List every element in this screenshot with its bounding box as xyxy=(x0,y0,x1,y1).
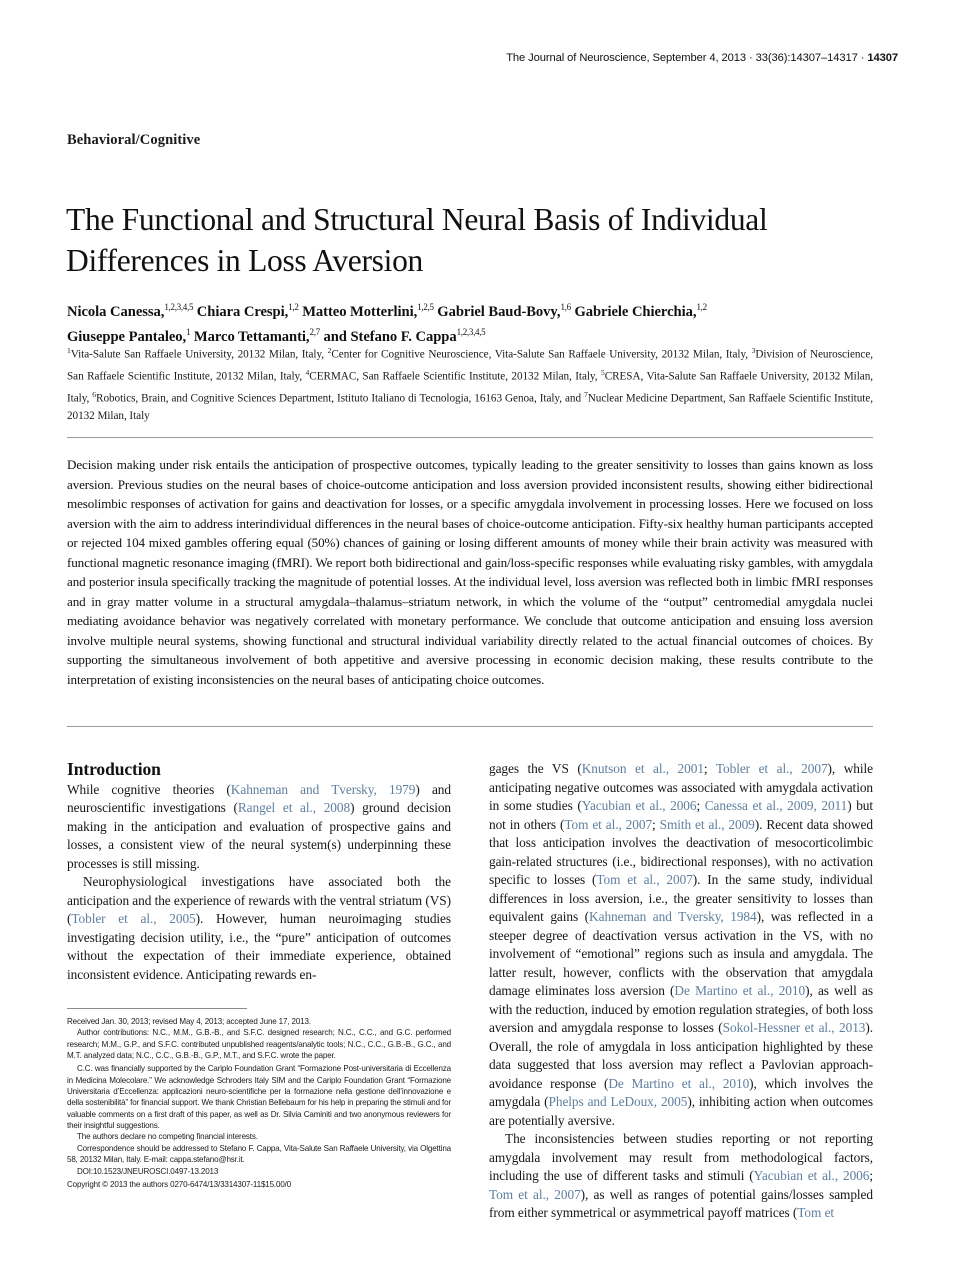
footnote-block xyxy=(67,1016,451,1190)
footnote-doi: DOI:10.1523/JNEUROSCI.0497-13.2013 xyxy=(77,1167,219,1177)
abstract-rule-bottom xyxy=(67,726,873,727)
author-list: Nicola Canessa,$^{1,2,3,4,5}$ Chiara Crespi,$^{1,2}$ Matteo Motterlini,$^{1,2,5}$ Gabriel Baud-Bovy,$^{1,6}$ Gabriele Chierchia,$^{1,2}$ Giuseppe Pantaleo,$^1$ Marco Tettamanti,$^{2,7}$ and Stefano F. Cappa$^{1,2,3,4,5}$ xyxy=(67,302,707,346)
footnote-funding: C.C. was financially supported by the Cariplo Foundation Grant “Formazione Post-universitaria di Eccellenza in Medicina Molecolare.” We acknowledge Schroders Italy SIM and the Cariplo Foundation Grant “Formazione Universitaria d’Eccellenza: applicazioni neuro-scientifiche per la formazione nella gestione dell’innovazione e della sostenibilità” for financial support. We thank Christian Bellebaum for his help in preparing the stimuli and for valuable comments on a first draft of this paper, as well as Dr. Silvia Caminiti and two anonymous reviewers for their insightful suggestions. xyxy=(67,1064,451,1131)
footnote-copyright: Copyright © 2013 the authors 0270-6474/13/3314307-11$15.00/0 xyxy=(67,1179,292,1189)
abstract-rule-top xyxy=(67,437,873,438)
page-title: The Functional and Structural Neural Basis of Individual Differences in Loss Aversion xyxy=(66,202,768,279)
column-right xyxy=(489,760,873,1223)
section-category-tag: Behavioral/Cognitive xyxy=(67,132,201,148)
footnote-correspondence: Correspondence should be addressed to Stefano F. Cappa, Vita-Salute San Raffaele University, via Olgettina 58, 20132 Milan, Italy. E-mail: cappa.stefano@hsr.it. xyxy=(67,1143,451,1165)
journal-citation-line: The Journal of Neuroscience, September 4, 2013 · 33(36):14307–14317 · xyxy=(506,52,868,64)
intro-left-body xyxy=(67,781,451,985)
abstract: Decision making under risk entails the anticipation of prospective outcomes, typically leading to the greater sensitivity to losses than gains known as loss aversion. Previous studies on the neural bases of choice-outcome anticipation and loss aversion provided inconsistent results, showing either bidirectional mesolimbic responses of activation for gains and deactivation for losses, or a specific amygdala involvement in processing losses. Here we focused on loss aversion with the aim to address interindividual differences in the neural bases of choice-outcome anticipation. Fifty-six healthy human participants accepted or rejected 104 mixed gambles offering equal (50%) chances of gaining or losing different amounts of money while their brain activity was measured with functional magnetic resonance imaging (fMRI). We report both bidirectional and gain/loss-specific responses while evaluating risky gambles, with amygdala and posterior insula specifically tracking the magnitude of potential losses. At the individual level, loss aversion was reflected both in limbic fMRI responses and in gray matter volume in a structural amygdala–thalamus–striatum network, in which the volume of the “output” centromedial amygdala nuclei mediating avoidance behavior was negatively correlated with monetary performance. We conclude that outcome anticipation and ensuing loss aversion involve multiple neural systems, showing functional and structural individual variability directly related to the actual financial outcomes of choices. By supporting the simultaneous involvement of both appetitive and aversive processing in economic decision making, these results contribute to the interpretation of existing inconsistencies on the neural bases of anticipating choice outcomes. xyxy=(67,457,873,688)
running-head xyxy=(506,52,898,64)
paragraph: The inconsistencies between studies reporting or not reporting amygdala involvement may result from methodological factors, including the use of different tasks and stimuli (Yacubian et al., 2006; Tom et al., 2007), as well as ranges of potential gains/losses sampled from either symmetrical or asymmetrical payoff matrices (Tom et xyxy=(489,1131,873,1220)
footnote-author-contributions: Author contributions: N.C., M.M., G.B.-B., and S.F.C. designed research; N.C., C.C., and G.C. performed research; M.M., G.P., and S.F.C. contributed unpublished reagents/analytic tools; N.C., C.C., G.B.-B., G.C., and M.T. analyzed data; N.C., C.C., G.B.-B., G.P., M.T., and S.F.C. wrote the paper. xyxy=(67,1028,451,1061)
paragraph: gages the VS (Knutson et al., 2001; Tobler et al., 2007), while anticipating negative outcomes was associated with amygdala activation in some studies (Yacubian et al., 2006; Canessa et al., 2009, 2011) but not in others (Tom et al., 2007; Smith et al., 2009). Recent data showed that loss anticipation involves the deactivation of mesocorticolimbic gain-related structures (i.e., bidirectional responses), with no activation specific to losses (Tom et al., 2007). In the same study, individual differences in loss aversion, i.e., the greater sensitivity to losses than equivalent gains (Kahneman and Tversky, 1984), was reflected in a steeper degree of deactivation versus activation in the VS, with no involvement of “emotional” regions such as insula and amygdala. The latter result, however, conflicts with the observation that amygdala damage eliminates loss aversion (De Martino et al., 2010), as well as with the reduction, induced by emotion regulation strategies, of both loss aversion and amygdala response to losses (Sokol-Hessner et al., 2013). Overall, the role of amygdala in loss anticipation highlighted by these data suggested that loss aversion may reflect a Pavlovian approach-avoidance response (De Martino et al., 2010), which involves the amygdala (Phelps and LeDoux, 2005), inhibiting action when outcomes are potentially aversive. xyxy=(489,761,874,1128)
intro-right-body xyxy=(489,760,873,1223)
paragraph: While cognitive theories (Kahneman and Tversky, 1979) and neuroscientific investigations (Rangel et al., 2008) ground decision making in the anticipation and evaluation of prospective gains and losses, a consistent view of the neural system(s) underpinning these processes is still missing. xyxy=(67,781,452,871)
footnote-rule xyxy=(67,1008,247,1009)
page-number: 14307 xyxy=(867,52,898,64)
affiliations: $^1$Vita-Salute San Raffaele University, 20132 Milan, Italy, $^2$Center for Cognitive Neuroscience, Vita-Salute San Raffaele University, 20132 Milan, Italy, $^3$Division of Neuroscience, San Raffaele Scientific Institute, 20132 Milan, Italy, $^4$CERMAC, San Raffaele Scientific Institute, 20132 Milan, Italy, $^5$CRESA, Vita-Salute San Raffaele University, 20132 Milan, Italy, $^6$Robotics, Brain, and Cognitive Sciences Department, Istituto Italiano di Tecnologia, 16163 Genoa, Italy, and $^7$Nuclear Medicine Department, San Raffaele Scientific Institute, 20132 Milan, Italy xyxy=(67,346,874,422)
footnote-conflict: The authors declare no competing financial interests. xyxy=(77,1132,258,1142)
footnote-received: Received Jan. 30, 2013; revised May 4, 2013; accepted June 17, 2013. xyxy=(67,1017,311,1026)
column-left xyxy=(67,760,451,984)
paragraph: Neurophysiological investigations have associated both the anticipation and the experience of rewards with the ventral striatum (VS) (Tobler et al., 2005). However, human neuroimaging studies investigating decision utility, i.e., the “pure” anticipation of outcomes without the expectation of their immediate experience, obtained inconsistent evidence. Anticipating rewards en- xyxy=(67,874,451,982)
introduction-heading: Introduction xyxy=(67,759,161,779)
